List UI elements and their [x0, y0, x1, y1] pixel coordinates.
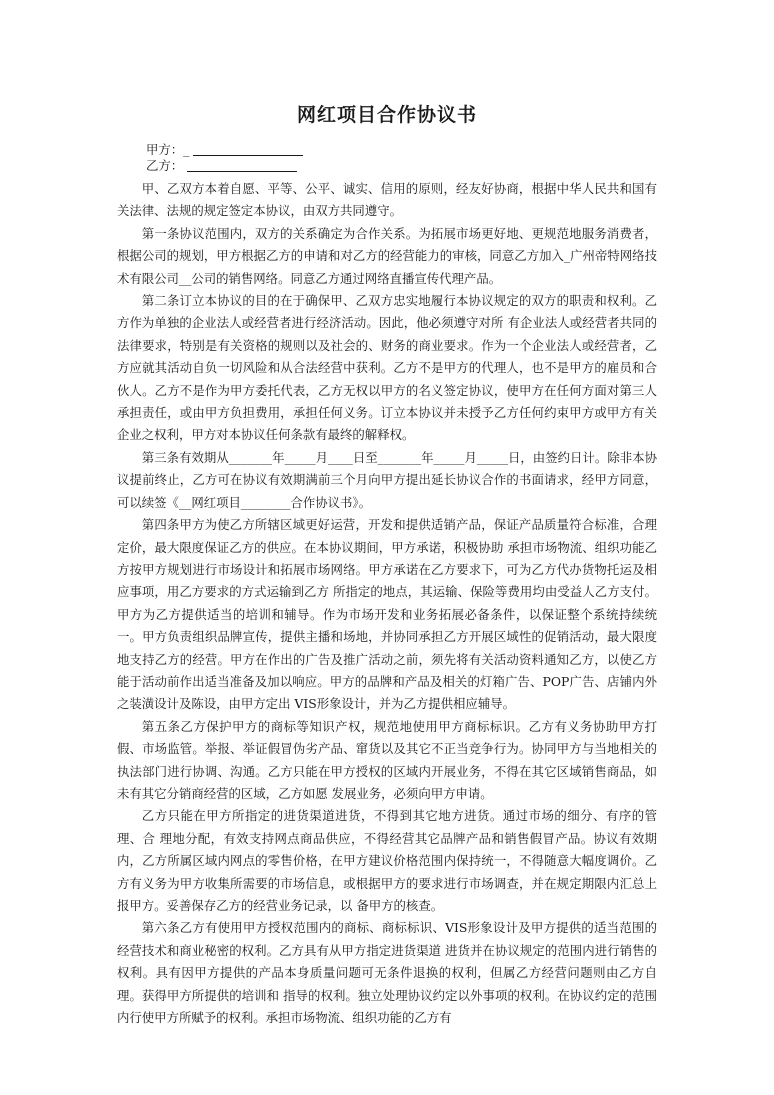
- paragraph-article-5: 第五条乙方保护甲方的商标等知识产权，规范地使用甲方商标标识。乙方有义务协助甲方打假、市场监管。举报、举证假冒伪劣产品、窜货以及其它不正当竞争行为。协同甲方与当地相关的执法部门进行协调、沟通。乙方只能在甲方授权的区域内开展业务，不得在其它区域销售商品，如未有其它分销商经营的区域，乙方如愿 发展业务，必须向甲方申请。: [117, 718, 657, 801]
- party-b-blank: [187, 157, 297, 172]
- agreement-body: [117, 178, 657, 1029]
- document-title: 网红项目合作协议书: [296, 104, 477, 126]
- paragraph-article-1: 第一条协议范围内，双方的关系确定为合作关系。为拓展市场更好地、更规范地服务消费者，根据公司的规划，甲方根据乙方的申请和对乙方的经营能力的审核，同意乙方加入_广州帝特网络技术有限公司__公司的销售网络。同意乙方通过网络直播宣传代理产品。: [117, 225, 657, 286]
- paragraph-article-2: 第二条订立本协议的目的在于确保甲、乙双方忠实地履行本协议规定的双方的职责和权利。乙方作为单独的企业法人或经营者进行经济活动。因此，他必须遵守对所 有企业法人或经营者共同的法律要求，特别是有关资格的规则以及社会的、财务的商业要求。作为一个企业法人或经营者，乙方应就其活动自负一切风险和从合法经营中获利。乙方不是甲方的代理人，也不是甲方的雇员和合伙人。乙方不是作为甲方委托代表，乙方无权以甲方的名义签定协议，使甲方在任何方面对第三人承担责任，或由甲方负担费用，承担任何义务。订立本协议并未授予乙方任何约束甲方或甲方有关企业之权利，甲方对本协议任何条款有最终的解释权。: [117, 293, 657, 443]
- party-a-label: 甲方：_: [146, 142, 190, 157]
- paragraph-article-6: 第六条乙方有使用甲方授权范围内的商标、商标标识、VIS形象设计及甲方提供的适当范围的经营技术和商业秘密的权利。乙方具有从甲方指定进货渠道 进货并在协议规定的范围内进行销售的权利。具有因甲方提供的产品本身质量问题可无条件退换的权利，但属乙方经营问题则由乙方自理。获得甲方所提供的培训和 指导的权利。独立处理协议约定以外事项的权利。在协议约定的范围内行使甲方所赋予的权利。承担市场物流、组织功能的乙方有: [117, 920, 657, 1026]
- paragraph-article-5-cont: 乙方只能在甲方所指定的进货渠道进货，不得到其它地方进货。通过市场的细分、有序的管理、合 理地分配，有效支持网点商品供应，不得经营其它品牌产品和销售假冒产品。协议有效期内，乙方所属区域内网点的零售价格，在甲方建议价格范围内保持统一，不得随意大幅度调价。乙方有义务为甲方收集所需要的市场信息，或根据甲方的要求进行市场调查，并在规定期限内汇总上报甲方。妥善保存乙方的经营业务记录，以 备甲方的核查。: [117, 808, 657, 913]
- party-b-line: [146, 155, 297, 177]
- paragraph-preamble: 甲、乙双方本着自愿、平等、公平、诚实、信用的原则，经友好协商，根据中华人民共和国有关法律、法规的规定签定本协议，由双方共同遵守。: [117, 181, 657, 219]
- paragraph-article-4: 第四条甲方为使乙方所辖区域更好运营，开发和提供适销产品，保证产品质量符合标准，合理定价，最大限度保证乙方的供应。在本协议期间，甲方承诺，积极协助 承担市场物流、组织功能乙方按甲方规划进行市场设计和拓展市场网络。甲方承诺在乙方要求下，可为乙方代办货物托运及相应事项，用乙方要求的方式运输到乙方 所指定的地点，其运输、保险等费用均由受益人乙方支付。甲方为乙方提供适当的培训和辅导。作为市场开发和业务拓展必备条件，以保证整个系统持续统一。甲方负责组织品牌宣传，提供主播和场地，并协同承担乙方开展区域性的促销活动，最大限度地支持乙方的经营。甲方在作出的广告及推广活动之前，须先将有关活动资料通知乙方，以使乙方能于活动前作出适当准备及加以响应。甲方的品牌和产品及相关的灯箱广告、POP广告、店铺内外之装潢设计及陈设，由甲方定出 VIS形象设计，并为乙方提供相应辅导。: [117, 517, 657, 712]
- party-a-blank: [193, 141, 303, 156]
- party-b-label: 乙方：: [146, 158, 184, 173]
- paragraph-article-3: 第三条有效期从_______年_____月____日至_______年_____月_____日，由签约日计。除非本协议提前终止，乙方可在协议有效期满前三个月向甲方提出延长协议合作的书面请求，经甲方同意，可以续签《__网红项目________合作协议书》。: [117, 449, 657, 510]
